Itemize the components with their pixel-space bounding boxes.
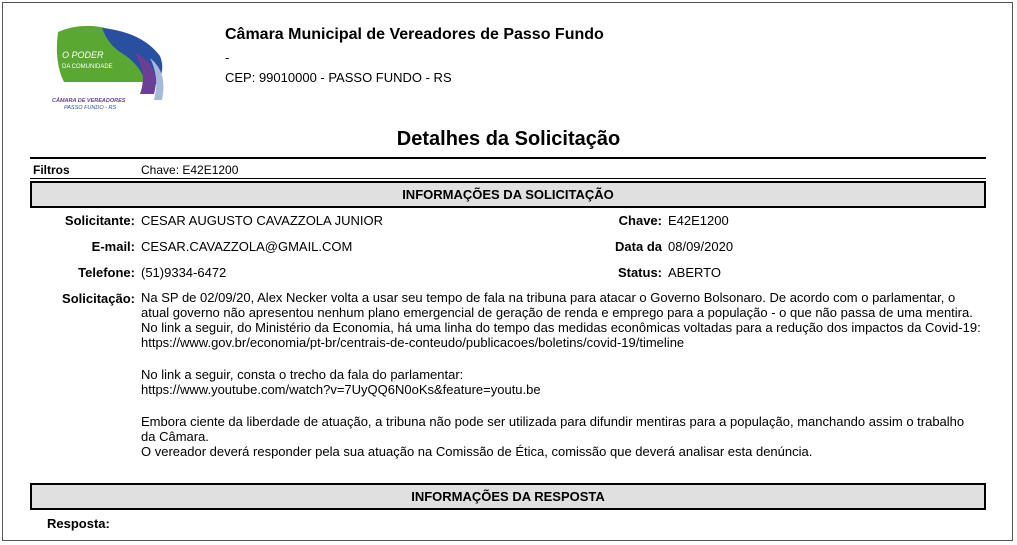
key-label: Chave:	[618, 213, 662, 228]
email-label: E-mail:	[91, 239, 135, 254]
section-header-response-info: INFORMAÇÕES DA RESPOSTA	[30, 483, 986, 510]
request-text	[141, 290, 981, 459]
institution-cep: CEP: 99010000 - PASSO FUNDO - RS	[225, 70, 452, 85]
requester-label: Solicitante:	[64, 213, 135, 228]
filters-divider	[30, 178, 986, 179]
svg-text:PASSO FUNDO - RS: PASSO FUNDO - RS	[64, 105, 117, 111]
response-label: Resposta:	[47, 516, 110, 531]
email-value: CESAR.CAVAZZOLA@GMAIL.COM	[141, 239, 353, 254]
svg-text:CÂMARA DE VEREADORES: CÂMARA DE VEREADORES	[52, 98, 126, 104]
request-link: https://www.youtube.com/watch?v=7UyQQ6N0oKs&feature=youtu.be	[141, 382, 541, 397]
status-value: ABERTO	[668, 265, 721, 280]
date-value: 08/09/2020	[668, 239, 734, 254]
requester-value: CESAR AUGUSTO CAVAZZOLA JUNIOR	[141, 213, 383, 228]
institution-name: Câmara Municipal de Vereadores de Passo Fundo	[225, 26, 604, 43]
page-title: Detalhes da Solicitação	[396, 128, 621, 150]
request-link: https://www.gov.br/economia/pt-br/centrais-de-conteudo/publicacoes/boletins/covid-19/timeline	[141, 335, 685, 350]
request-paragraph: Na SP de 02/09/20, Alex Necker volta a usar seu tempo de fala na tribuna para atacar o Governo Bolsonaro. De acordo com o parlamentar, o atual governo não apresentou nenhum plano emergencial de geração de renda e emprego para a população - o que não passa de uma mentira. No link a seguir, do Ministério da Economia, há uma linha do tempo das medidas econômicas voltadas para a redução dos impactos da Covid-19:	[141, 290, 981, 335]
filters-value: Chave: E42E1200	[141, 163, 239, 177]
filters-label: Filtros	[33, 163, 70, 177]
status-label: Status:	[617, 265, 662, 280]
phone-label: Telefone:	[78, 265, 135, 280]
svg-text:O PODER: O PODER	[62, 50, 104, 60]
institution-address: -	[225, 50, 230, 65]
key-value: E42E1200	[668, 213, 729, 228]
svg-text:DA COMUNIDADE: DA COMUNIDADE	[62, 64, 113, 70]
chamber-logo	[50, 22, 174, 114]
request-paragraph: Embora ciente da liberdade de atuação, a tribuna não pode ser utilizada para difundir mentiras para a população, manchando assim o trabalho da Câmara.	[141, 414, 965, 444]
section-header-request-info: INFORMAÇÕES DA SOLICITAÇÃO	[30, 181, 986, 208]
request-paragraph: No link a seguir, consta o trecho da fala do parlamentar:	[141, 367, 464, 382]
request-label: Solicitação:	[62, 291, 135, 306]
phone-value: (51)9334-6472	[141, 265, 227, 280]
title-divider	[30, 157, 986, 159]
request-paragraph: O vereador deverá responder pela sua atuação na Comissão de Ética, comissão que deverá analisar esta denúncia.	[141, 444, 813, 459]
date-label: Data da	[615, 239, 662, 254]
